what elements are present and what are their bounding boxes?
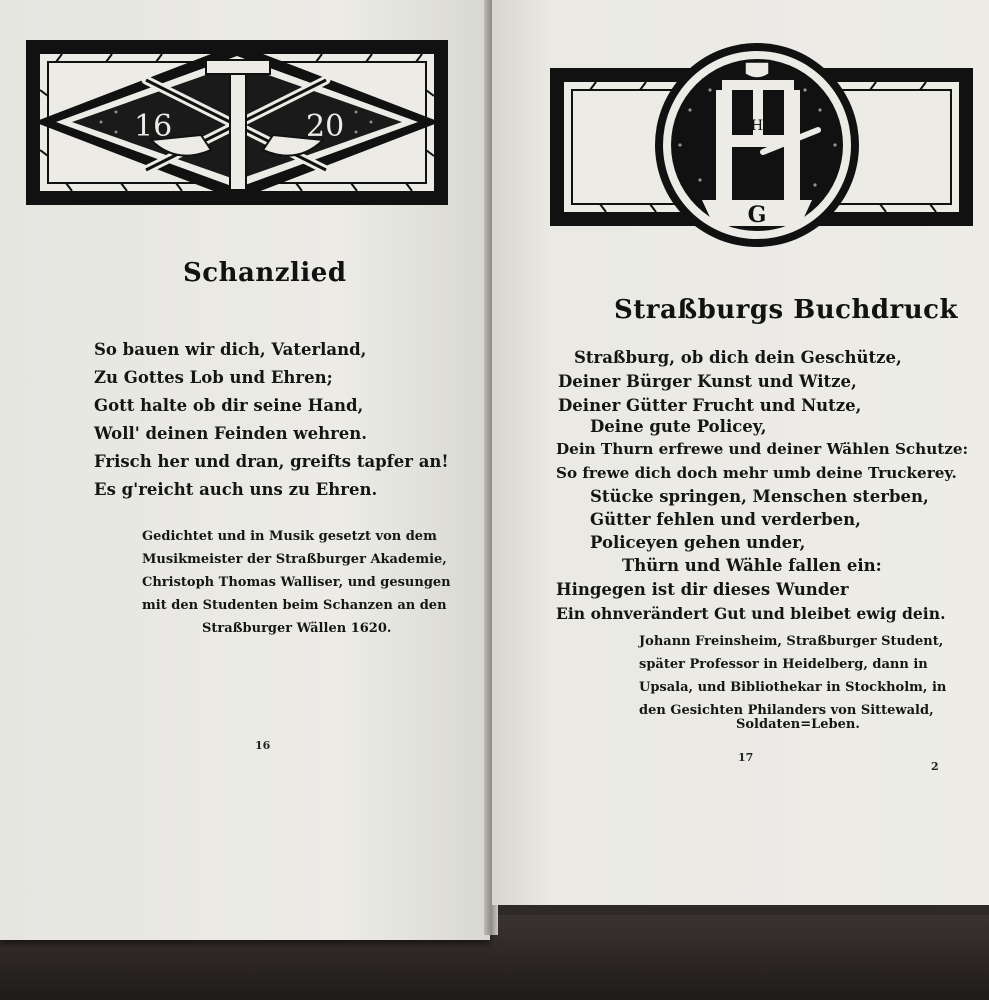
right-poem-line: Deiner Gütter Frucht und Nutze, [558, 396, 862, 415]
right-poem-line: Straßburg, ob dich dein Geschütze, [574, 348, 902, 367]
right-poem-line: Stücke springen, Menschen sterben, [590, 487, 929, 506]
left-poem-line: Woll' deinen Feinden wehren. [94, 424, 368, 443]
left-page [0, 0, 490, 940]
right-page [492, 0, 989, 905]
right-poem-line: Gütter fehlen und verderben, [590, 510, 861, 529]
right-credit-line: Soldaten=Leben. [736, 717, 860, 732]
left-credit-line: Gedichtet und in Musik gesetzt von dem [142, 529, 437, 544]
right-credit-line: Johann Freinsheim, Straßburger Student, [639, 634, 944, 649]
left-page-number: 16 [255, 739, 271, 752]
right-poem-line: Dein Thurn erfrewe und deiner Wählen Schutze: [556, 440, 969, 458]
left-poem-line: Zu Gottes Lob und Ehren; [94, 368, 333, 387]
left-credit-line: Musikmeister der Straßburger Akademie, [142, 552, 447, 567]
left-emblem-1620 [26, 40, 448, 205]
left-poem-line: So bauen wir dich, Vaterland, [94, 340, 367, 359]
emblem-letter: G [747, 202, 767, 228]
right-poem-line: Hingegen ist dir dieses Wunder [556, 580, 849, 599]
right-title: Straßburgs Buchdruck [614, 295, 958, 325]
emblem-year-left: 16 [134, 109, 173, 144]
left-credit-line: Christoph Thomas Walliser, und gesungen [142, 575, 451, 590]
right-credit-line: den Gesichten Philanders von Sittewald, [639, 703, 934, 718]
right-credit-line: später Professor in Heidelberg, dann in [639, 657, 928, 672]
right-poem-line: Ein ohnverändert Gut und bleibet ewig dein. [556, 604, 946, 623]
left-credit-line: mit den Studenten beim Schanzen an den [142, 598, 447, 613]
right-poem-line: Deiner Bürger Kunst und Witze, [558, 372, 857, 391]
signature-mark: 2 [931, 760, 939, 773]
right-poem-line: Thürn und Wähle fallen ein: [622, 556, 882, 575]
left-poem-line: Es g'reicht auch uns zu Ehren. [94, 480, 378, 499]
emblem-monogram: H [750, 118, 764, 134]
emblem-year-right: 20 [306, 109, 345, 144]
right-page-number: 17 [738, 751, 754, 764]
right-emblem-press [550, 40, 973, 250]
left-poem-line: Gott halte ob dir seine Hand, [94, 396, 364, 415]
right-poem-line: Policeyen gehen under, [590, 533, 806, 552]
right-credit-line: Upsala, und Bibliothekar in Stockholm, in [639, 680, 947, 695]
left-title: Schanzlied [183, 258, 347, 288]
right-poem-line: Deine gute Policey, [590, 417, 767, 436]
left-credit-line: Straßburger Wällen 1620. [202, 621, 392, 636]
right-poem-line: So frewe dich doch mehr umb deine Truckerey. [556, 464, 957, 482]
left-poem-line: Frisch her und dran, greifts tapfer an! [94, 452, 449, 471]
